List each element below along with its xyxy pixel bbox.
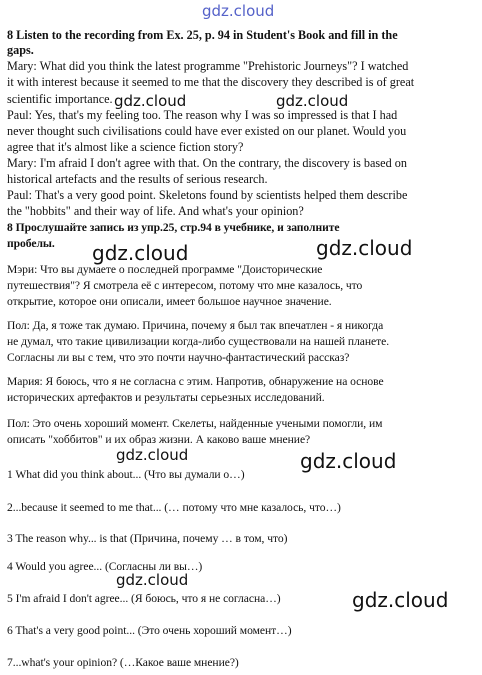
watermark: gdz.cloud xyxy=(114,92,187,110)
exercise-heading-en: 8 Listen to the recording from Ex. 25, p. 94 in Student's Book and fill in the xyxy=(7,28,398,42)
phrase-item: 4 Would you agree... (Согласны ли вы…) xyxy=(7,560,203,573)
dialogue-line: Paul: Yes, that's my feeling too. The reason why I was so impressed is that I had xyxy=(7,108,398,122)
watermark-top: gdz.cloud xyxy=(202,2,275,20)
dialogue-line: historical artefacts and the results of serious research. xyxy=(7,172,268,186)
watermark: gdz.cloud xyxy=(300,449,397,473)
watermark: gdz.cloud xyxy=(116,571,189,589)
translation-line: Пол: Да, я тоже так думаю. Причина, почему я был так впечатлен - я никогда xyxy=(7,319,384,332)
dialogue-line: Mary: I'm afraid I don't agree with that. On the contrary, the discovery is based on xyxy=(7,156,407,170)
phrase-item: 1 What did you think about... (Что вы думали о…) xyxy=(7,468,245,481)
phrase-item: 6 That's a very good point... (Это очень хороший момент…) xyxy=(7,624,292,637)
dialogue-line: never thought such civilisations could have ever existed on our planet. Would you xyxy=(7,124,407,138)
dialogue-line: scientific importance. xyxy=(7,92,113,106)
exercise-heading-ru-cont: пробелы. xyxy=(7,237,55,250)
watermark: gdz.cloud xyxy=(316,236,413,260)
dialogue-line: Paul: That's a very good point. Skeletons found by scientists helped them describe xyxy=(7,188,408,202)
translation-line: Пол: Это очень хороший момент. Скелеты, найденные учеными помогли, им xyxy=(7,417,383,430)
phrase-item: 7...what's your opinion? (…Какое ваше мнение?) xyxy=(7,656,239,669)
watermark: gdz.cloud xyxy=(352,588,449,612)
dialogue-line: Mary: What did you think the latest programme "Prehistoric Journeys"? I watched xyxy=(7,59,409,73)
translation-line: путешествия"? Я смотрела её с интересом, потому что мне казалось, что xyxy=(7,279,363,292)
phrase-item: 2...because it seemed to me that... (… потому что мне казалось, что…) xyxy=(7,501,341,514)
translation-line: открытие, которое они описали, имеет большое научное значение. xyxy=(7,295,332,308)
translation-line: не думал, что такие цивилизации когда-либо существовали на нашей планете. xyxy=(7,335,390,348)
exercise-heading-en-cont: gaps. xyxy=(7,43,34,57)
phrase-item: 5 I'm afraid I don't agree... (Я боюсь, что я не согласна…) xyxy=(7,592,281,605)
phrase-item: 3 The reason why... is that (Причина, почему … в том, что) xyxy=(7,532,288,545)
translation-line: Согласны ли вы с тем, что это почти научно-фантастический рассказ? xyxy=(7,351,350,364)
watermark: gdz.cloud xyxy=(92,241,189,265)
exercise-heading-ru: 8 Прослушайте запись из упр.25, стр.94 в учебнике, и заполните xyxy=(7,221,340,234)
dialogue-line: agree that it's almost like a science fiction story? xyxy=(7,140,244,154)
translation-line: Мэри: Что вы думаете о последней программе "Доисторические xyxy=(7,263,323,276)
dialogue-line: it with interest because it seemed to me that the discovery they described is of great xyxy=(7,75,415,89)
watermark: gdz.cloud xyxy=(116,446,189,464)
dialogue-line: the "hobbits" and their way of life. And what's your opinion? xyxy=(7,204,304,218)
translation-line: описать "хоббитов" и их образ жизни. А каково ваше мнение? xyxy=(7,433,311,446)
translation-line: исторических артефактов и результаты серьезных исследований. xyxy=(7,391,325,404)
watermark: gdz.cloud xyxy=(276,92,349,110)
translation-line: Мария: Я боюсь, что я не согласна с этим. Напротив, обнаружение на основе xyxy=(7,375,384,388)
